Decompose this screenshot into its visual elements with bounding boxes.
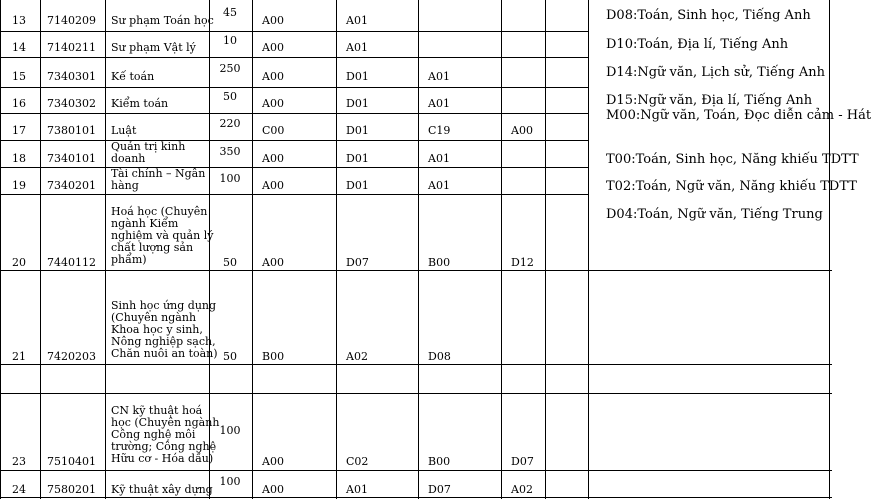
- legend-item: D14:Ngữ văn, Lịch sử, Tiếng Anh: [606, 65, 825, 80]
- row-combo-1: A00: [262, 14, 284, 27]
- row-quota: 45: [223, 6, 237, 19]
- row-quota: 50: [223, 256, 237, 269]
- row-code: 7510401: [47, 455, 96, 468]
- row-stt: 17: [12, 124, 26, 137]
- row-stt: 14: [12, 41, 26, 54]
- row-code: 7140211: [47, 41, 96, 54]
- row-stt: 16: [12, 97, 26, 110]
- row-combo-2: A01: [346, 483, 368, 496]
- row-quota: 350: [219, 145, 241, 158]
- row-stt: 24: [12, 483, 26, 496]
- row-name: CN kỹ thuật hoá học (Chuyên ngành Công nghệ môi trường; Công nghệ Hữu cơ - Hóa dầu): [111, 404, 220, 465]
- row-combo-2: D01: [346, 152, 369, 165]
- row-stt: 15: [12, 70, 26, 83]
- row-name: Quản trị kinh doanh: [111, 140, 186, 165]
- row-combo-2: A02: [346, 350, 368, 363]
- row-combo-1: A00: [262, 483, 284, 496]
- row-combo-3: A01: [428, 152, 450, 165]
- row-code: 7140209: [47, 14, 96, 27]
- row-combo-3: D08: [428, 350, 451, 363]
- legend-item: T02:Toán, Ngữ văn, Năng khiếu TDTT: [606, 179, 857, 194]
- row-name: Hoá học (Chuyên ngành Kiểm nghiệm và quản lý chất lượng sản phẩm): [111, 205, 214, 266]
- row-code: 7340101: [47, 152, 96, 165]
- row-combo-3: A01: [428, 179, 450, 192]
- row-combo-3: D07: [428, 483, 451, 496]
- legend-item: D15:Ngữ văn, Địa lí, Tiếng Anh: [606, 93, 813, 108]
- row-quota: 220: [219, 117, 241, 130]
- legend-item: T00:Toán, Sinh học, Năng khiếu TDTT: [606, 152, 859, 167]
- row-combo-1: A00: [262, 70, 284, 83]
- row-code: 7340301: [47, 70, 96, 83]
- row-combo-2: D07: [346, 256, 369, 269]
- legend-item: D08:Toán, Sinh học, Tiếng Anh: [606, 8, 811, 23]
- row-combo-1: A00: [262, 97, 284, 110]
- row-code: 7580201: [47, 483, 96, 496]
- row-combo-2: D01: [346, 70, 369, 83]
- row-combo-2: A01: [346, 14, 368, 27]
- row-code: 7340201: [47, 179, 96, 192]
- row-combo-2: A01: [346, 41, 368, 54]
- row-name: Kế toán: [111, 70, 155, 83]
- row-combo-2: D01: [346, 124, 369, 137]
- row-combo-1: A00: [262, 455, 284, 468]
- row-quota: 100: [219, 475, 241, 488]
- row-quota: 50: [223, 90, 237, 103]
- row-name: Kỹ thuật xây dựng: [111, 483, 213, 496]
- row-combo-2: C02: [346, 455, 369, 468]
- row-stt: 19: [12, 179, 26, 192]
- row-combo-3: A01: [428, 70, 450, 83]
- row-name: Sư phạm Vật lý: [111, 41, 196, 54]
- row-combo-4: D07: [511, 455, 534, 468]
- row-combo-3: B00: [428, 455, 451, 468]
- row-combo-1: C00: [262, 124, 285, 137]
- row-name: Kiểm toán: [111, 97, 169, 110]
- row-name: Sinh học ứng dụng (Chuyên ngành Khoa học y sinh, Nông nghiệp sạch, Chăn nuôi an toàn): [111, 299, 218, 360]
- legend-item: D04:Toán, Ngữ văn, Tiếng Trung: [606, 207, 823, 222]
- row-combo-4: A00: [511, 124, 533, 137]
- row-quota: 100: [219, 172, 241, 185]
- row-combo-1: B00: [262, 350, 285, 363]
- row-combo-4: A02: [511, 483, 533, 496]
- row-quota: 50: [223, 350, 237, 363]
- row-combo-2: D01: [346, 179, 369, 192]
- legend-item: D10:Toán, Địa lí, Tiếng Anh: [606, 37, 789, 52]
- row-quota: 250: [219, 62, 241, 75]
- row-name: Sư phạm Toán học: [111, 14, 214, 27]
- row-stt: 23: [12, 455, 26, 468]
- row-combo-1: A00: [262, 152, 284, 165]
- row-name: Luật: [111, 124, 137, 137]
- row-combo-3: C19: [428, 124, 451, 137]
- row-combo-2: D01: [346, 97, 369, 110]
- row-name: Tài chính – Ngân hàng: [111, 167, 206, 192]
- row-code: 7420203: [47, 350, 96, 363]
- row-quota: 10: [223, 34, 237, 47]
- row-combo-1: A00: [262, 179, 284, 192]
- row-code: 7440112: [47, 256, 96, 269]
- row-code: 7340302: [47, 97, 96, 110]
- legend-item: M00:Ngữ văn, Toán, Đọc diễn cảm - Hát: [606, 108, 871, 123]
- row-combo-3: B00: [428, 256, 451, 269]
- row-combo-4: D12: [511, 256, 534, 269]
- row-quota: 100: [219, 424, 241, 437]
- row-combo-3: A01: [428, 97, 450, 110]
- row-stt: 21: [12, 350, 26, 363]
- row-stt: 13: [12, 14, 26, 27]
- row-stt: 18: [12, 152, 26, 165]
- row-stt: 20: [12, 256, 26, 269]
- row-combo-1: A00: [262, 41, 284, 54]
- row-code: 7380101: [47, 124, 96, 137]
- row-combo-1: A00: [262, 256, 284, 269]
